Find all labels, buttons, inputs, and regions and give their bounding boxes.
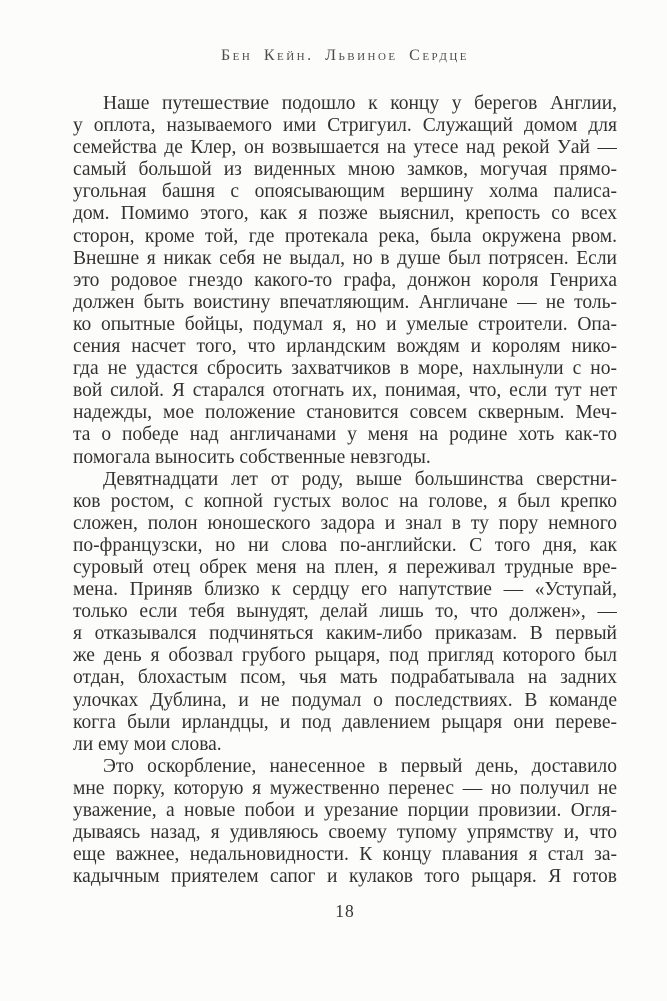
text-line: отдан, блохастым псом, чья мать подрабатывала на задних [73,667,617,689]
text-line: самый большой из виденных мною замков, могучая прямо- [73,159,617,181]
text-line: уважение, а новые побои и урезание порции провизии. Огля- [73,800,617,821]
text-line: ков ростом, с копной густых волос на голове, я был крепко [73,490,617,512]
text-line: это родовое гнездо какого-то графа, донжон короля Генриха [73,269,617,291]
text-line: ли ему мои слова. [73,733,222,755]
text-line: по-французски, но ни слова по-английски. С того дня, как [73,534,617,556]
text-line: суровый отец обрек меня на плен, я переживал трудные вре- [73,556,617,578]
text-line: Наше путешествие подошло к концу у берегов Англии, [103,93,617,114]
text-line: сторон, кроме той, где протекала река, была окружена рвом. [73,225,617,247]
text-line: мена. Приняв близко к сердцу его напутствие — «Уступай, [73,579,617,601]
text-line: улочках Дублина, и не подумал о последствиях. В команде [73,689,617,711]
text-line: мне порку, которую я мужественно перенес — но получил не [73,777,617,799]
text-line: надежды, мое положение становится совсем скверным. Меч- [73,402,617,424]
text-line: я отказывался подчиняться каким-либо приказам. В первый [73,623,617,645]
text-line: когга были ирландцы, и под давлением рыцаря они переве- [73,711,617,733]
text-line: Девятнадцати лет от роду, выше большинства сверстни- [103,468,617,490]
page-number: 18 [335,901,355,921]
text-line: дываясь назад, я удивляюсь своему тупому упрямству и, что [73,822,617,844]
text-line: у оплота, называемого ими Стригуил. Служащий домом для [73,115,617,137]
paragraph [73,756,617,889]
paragraph [73,93,617,469]
text-line: дом. Помимо этого, как я позже выяснил, крепость со всех [73,203,617,225]
text-line: вой силой. Я старался отогнать их, понимая, что, если тут нет [73,380,617,402]
text-line: сения насчет того, что ирландским вождям и королям нико- [73,336,617,358]
text-line: же день я обозвал грубого рыцаря, под пригляд которого был [73,645,617,667]
text-line: еще важнее, недальновидности. К концу плавания я стал за- [73,844,617,866]
body-text [73,93,617,888]
text-line: та о победе над англичанами у меня на родине хоть как-то [73,424,617,446]
text-line: должен быть воистину впечатляющим. Англичане — не толь- [73,291,617,313]
text-line: гда не удастся сбросить захватчиков в море, нахлынули с но- [73,358,617,380]
text-line: Внешне я никак себя не выдал, но в душе был потрясен. Если [73,247,617,269]
running-header: Бен Кейн. Львиное Сердце [220,47,470,64]
text-line: семейства де Клер, он возвышается на утесе над рекой Уай — [73,137,617,159]
text-line: помогала выносить собственные невзгоды. [73,446,431,468]
text-line: кадычным приятелем сапог и кулаков того рыцаря. Я готов [73,866,617,888]
text-line: Это оскорбление, нанесенное в первый день, доставило [103,755,617,777]
text-line: угольная башня с опоясывающим вершину холма палиса- [73,181,617,203]
text-line: только если тебя вынудят, делай лишь то, что должен», — [73,601,617,623]
text-line: ко опытные бойцы, подумал я, но и умелые строители. Опа- [73,313,617,335]
text-line: сложен, полон юношеского задора и знал в ту пору немного [73,512,617,534]
paragraph [73,469,617,756]
